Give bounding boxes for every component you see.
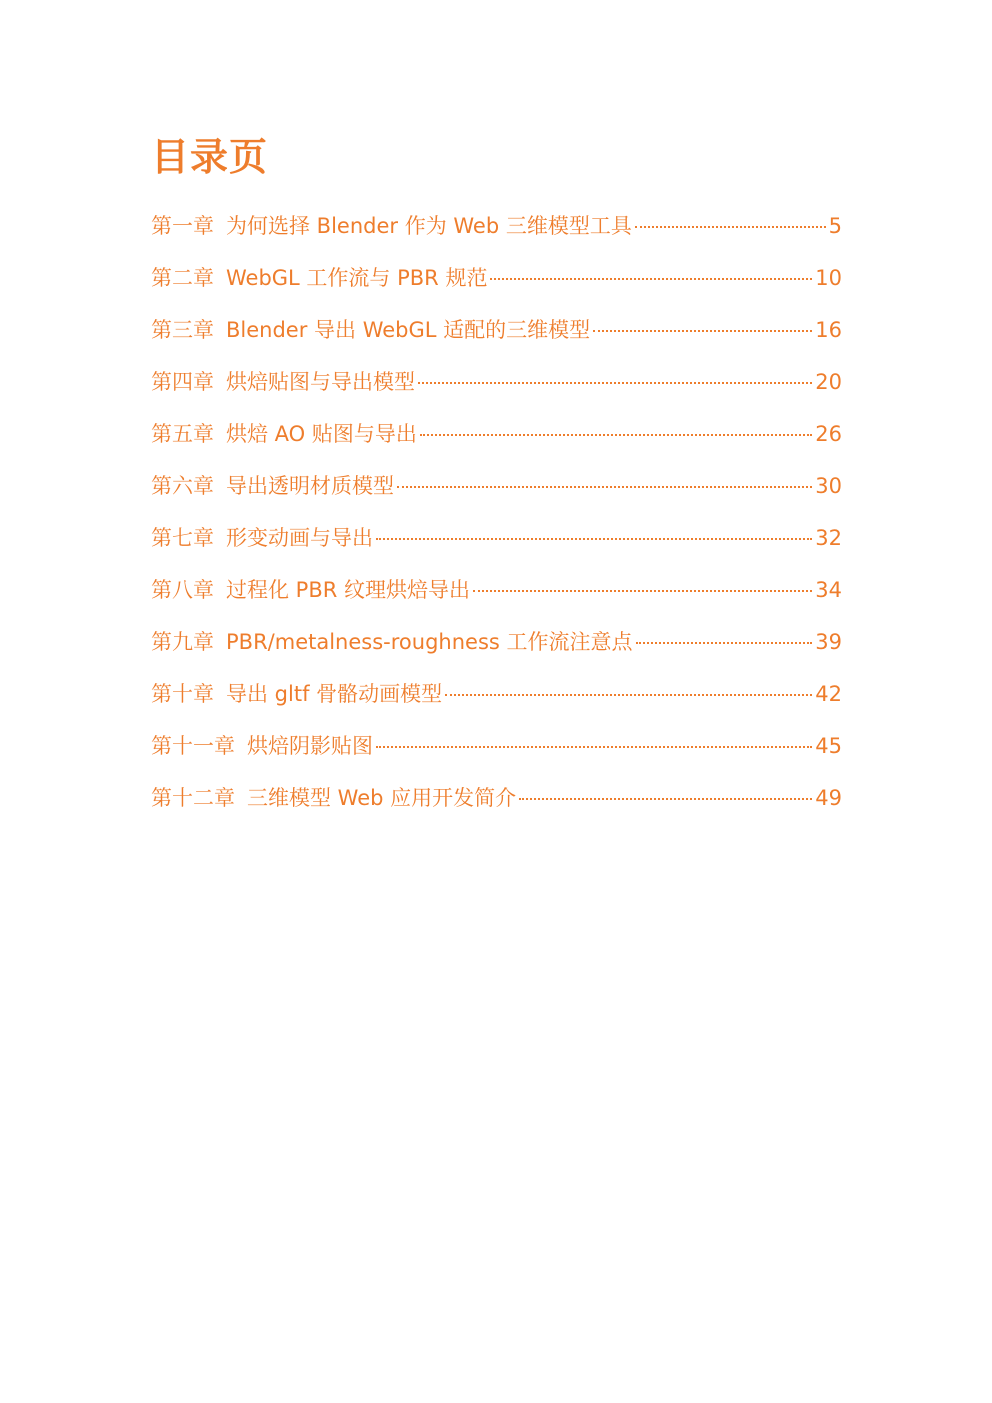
toc-entry[interactable] (151, 413, 842, 465)
toc-chapter-number: 第六章 (151, 474, 214, 498)
toc-entry[interactable] (151, 257, 842, 309)
toc-chapter-title: 三维模型 Web 应用开发简介 (247, 786, 517, 810)
toc-chapter-title: 过程化 PBR 纹理烘焙导出 (226, 578, 471, 602)
toc-page-number: 32 (815, 526, 842, 550)
toc-dot-leader (473, 590, 812, 592)
toc-chapter-number: 第十一章 (151, 734, 235, 758)
toc-entry[interactable] (151, 725, 842, 777)
toc-chapter-title: PBR/metalness-roughness 工作流注意点 (226, 630, 633, 654)
toc-dot-leader (376, 538, 812, 540)
toc-page-number: 49 (815, 786, 842, 810)
toc-page-number: 5 (828, 214, 842, 238)
toc-dot-leader (636, 642, 813, 644)
toc-chapter-title: 烘焙 AO 贴图与导出 (226, 422, 417, 446)
toc-dot-leader (490, 278, 812, 280)
toc-chapter-number: 第九章 (151, 630, 214, 654)
toc-page-number: 30 (815, 474, 842, 498)
toc-chapter-number: 第一章 (151, 214, 214, 238)
toc-page-number: 26 (815, 422, 842, 446)
toc-page-number: 42 (815, 682, 842, 706)
toc-chapter-title: 导出透明材质模型 (226, 474, 394, 498)
table-of-contents (151, 205, 842, 829)
toc-dot-leader (418, 382, 812, 384)
toc-dot-leader (593, 330, 812, 332)
toc-chapter-title: 为何选择 Blender 作为 Web 三维模型工具 (226, 214, 632, 238)
toc-chapter-title: 导出 gltf 骨骼动画模型 (226, 682, 443, 706)
toc-page-number: 16 (815, 318, 842, 342)
toc-chapter-title: 形变动画与导出 (226, 526, 373, 550)
toc-chapter-number: 第十二章 (151, 786, 235, 810)
toc-dot-leader (445, 694, 812, 696)
toc-page-number: 20 (815, 370, 842, 394)
toc-page-number: 39 (815, 630, 842, 654)
toc-entry[interactable] (151, 621, 842, 673)
toc-chapter-title: Blender 导出 WebGL 适配的三维模型 (226, 318, 591, 342)
toc-entry[interactable] (151, 205, 842, 257)
toc-dot-leader (397, 486, 812, 488)
toc-entry[interactable] (151, 517, 842, 569)
toc-page-number: 34 (815, 578, 842, 602)
toc-chapter-number: 第四章 (151, 370, 214, 394)
toc-entry[interactable] (151, 465, 842, 517)
toc-chapter-number: 第十章 (151, 682, 214, 706)
toc-dot-leader (420, 434, 812, 436)
toc-chapter-title: WebGL 工作流与 PBR 规范 (226, 266, 488, 290)
page-title: 目录页 (151, 135, 269, 179)
toc-chapter-number: 第八章 (151, 578, 214, 602)
toc-chapter-title: 烘焙阴影贴图 (247, 734, 373, 758)
toc-chapter-number: 第五章 (151, 422, 214, 446)
toc-entry[interactable] (151, 569, 842, 621)
toc-chapter-number: 第二章 (151, 266, 214, 290)
toc-entry[interactable] (151, 309, 842, 361)
toc-entry[interactable] (151, 777, 842, 829)
toc-dot-leader (635, 226, 826, 228)
toc-chapter-number: 第七章 (151, 526, 214, 550)
toc-entry[interactable] (151, 361, 842, 413)
toc-page-number: 10 (815, 266, 842, 290)
toc-page-number: 45 (815, 734, 842, 758)
toc-entry[interactable] (151, 673, 842, 725)
toc-dot-leader (376, 746, 812, 748)
toc-chapter-title: 烘焙贴图与导出模型 (226, 370, 415, 394)
toc-chapter-number: 第三章 (151, 318, 214, 342)
toc-dot-leader (519, 798, 812, 800)
